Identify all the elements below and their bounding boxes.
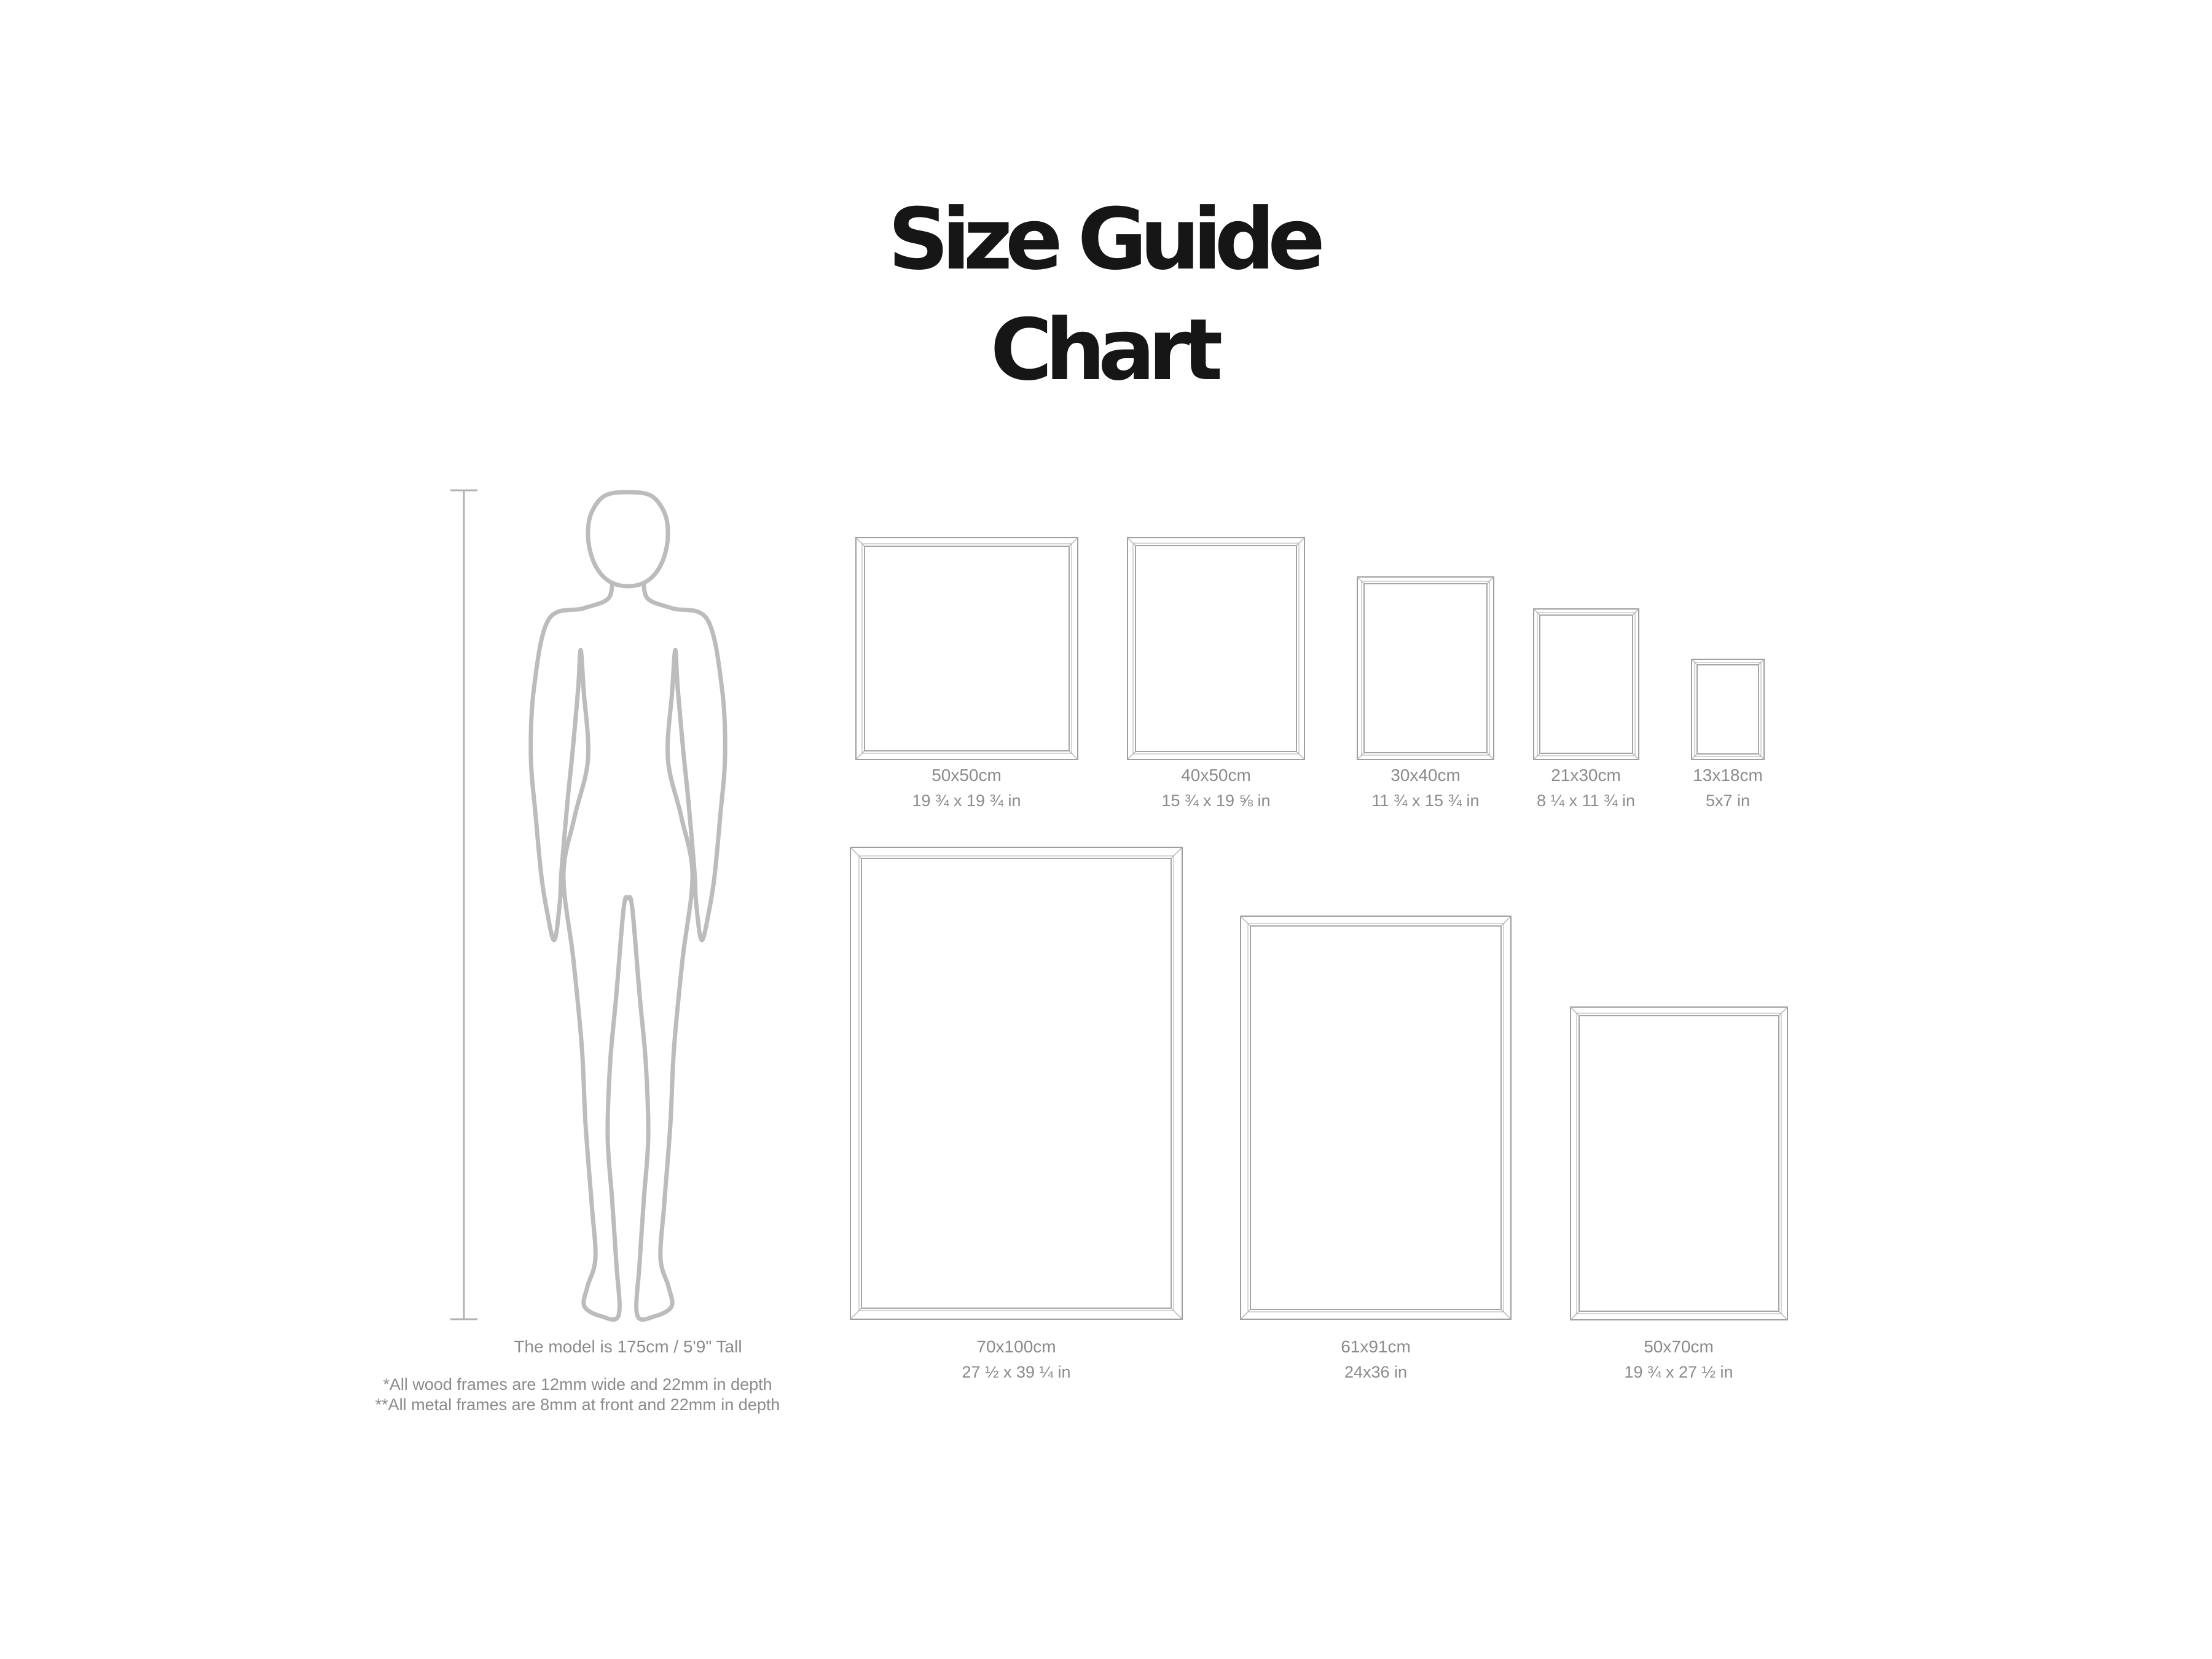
human-silhouette-body — [531, 574, 725, 1320]
frame-drawing-30x40cm — [1357, 576, 1494, 760]
size-cm-text: 50x50cm — [931, 766, 1002, 785]
size-inches-text: 11 ¾ x 15 ¾ in — [1371, 791, 1480, 810]
size-inches-text: 19 ¾ x 19 ¾ in — [912, 791, 1021, 810]
size-inches-text: 24x36 in — [1344, 1363, 1408, 1381]
height-measure-line — [450, 490, 477, 1319]
size-inches-text: 19 ¾ x 27 ½ in — [1624, 1363, 1733, 1381]
human-silhouette-head — [588, 492, 668, 586]
model-height-caption: The model is 175cm / 5'9" Tall — [514, 1337, 742, 1356]
size-inches-text: 15 ¾ x 19 ⅝ in — [1161, 791, 1271, 810]
frame-drawing-50x70cm — [1570, 1006, 1788, 1320]
frame-drawing-40x50cm — [1127, 537, 1305, 760]
size-cm-text: 30x40cm — [1390, 766, 1461, 785]
size-cm-text: 21x30cm — [1551, 766, 1621, 785]
size-label-50x50 — [844, 766, 1089, 810]
size-cm-text: 70x100cm — [976, 1337, 1056, 1356]
size-cm-text: 61x91cm — [1341, 1337, 1411, 1356]
frame-drawing-50x50cm — [855, 537, 1078, 760]
frame-footnotes — [283, 1375, 873, 1415]
size-label-61x91 — [1253, 1337, 1499, 1382]
frame-drawing-61x91cm — [1240, 916, 1512, 1320]
size-cm-text: 50x70cm — [1644, 1337, 1714, 1356]
size-inches-text: 5x7 in — [1705, 791, 1751, 810]
frame-drawing-13x18cm — [1691, 659, 1765, 760]
frame-drawing-21x30cm — [1533, 608, 1639, 760]
wood-frame-footnote: *All wood frames are 12mm wide and 22mm in depth — [383, 1375, 772, 1394]
size-inches-text: 27 ½ x 39 ¼ in — [962, 1363, 1071, 1381]
title-line-1: Size Guide — [888, 190, 1318, 289]
frame-drawing-70x100cm — [850, 847, 1183, 1320]
size-label-40x50 — [1093, 766, 1339, 810]
size-label-50x70 — [1556, 1337, 1802, 1382]
title-line-2: Chart — [990, 300, 1216, 399]
size-label-70x100 — [893, 1337, 1139, 1382]
metal-frame-footnote: **All metal frames are 8mm at front and 22mm in depth — [375, 1395, 780, 1414]
size-cm-text: 40x50cm — [1181, 766, 1251, 785]
size-label-13x18 — [1605, 766, 1851, 810]
size-inches-text: 8 ¼ x 11 ¾ in — [1536, 791, 1636, 810]
size-cm-text: 13x18cm — [1693, 766, 1763, 785]
